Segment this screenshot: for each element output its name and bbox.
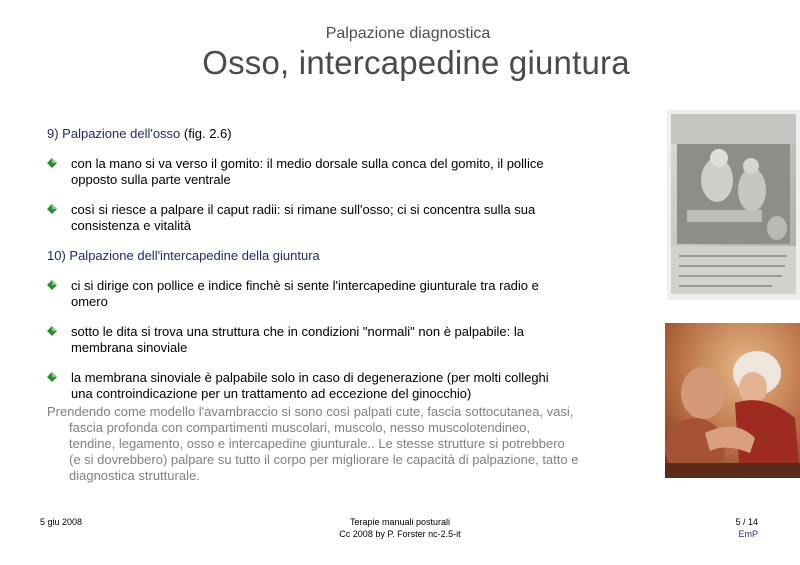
bullet-item	[47, 202, 557, 234]
bullet-text: la membrana sinoviale è palpabile solo in caso di degenerazione (per molti colleghi una controindicazione per un trattamento ad eccezione del ginocchio)	[71, 370, 549, 401]
green-diamond-bullet-icon	[47, 326, 57, 336]
bullet-item	[47, 156, 557, 188]
slide-subtitle: Palpazione diagnostica	[325, 25, 491, 42]
bullet-item	[47, 324, 557, 356]
bullet-item	[47, 370, 557, 402]
green-diamond-bullet-icon	[47, 158, 57, 168]
slide-content	[47, 126, 557, 402]
bullet-text: con la mano si va verso il gomito: il medio dorsale sulla conca del gomito, il pollice opposto sulla parte ventrale	[71, 156, 544, 187]
bullet-text: così si riesce a palpare il caput radii: si rimane sull'osso; ci si concentra sulla sua consistenza e vitalità	[71, 202, 536, 233]
footer-center	[300, 516, 500, 540]
section-heading-bone-label: 9) Palpazione dell'osso	[47, 126, 181, 141]
green-diamond-bullet-icon	[47, 372, 57, 382]
closing-paragraph: Prendendo come modello l'avambraccio si sono così palpati cute, fascia sottocutanea, vasi, fascia profonda con compartimenti muscolari, muscolo, nesso muscolotendineo, tendine, legamento, osso e intercapedine giunturale.. Le stesse strutture si potrebbero (e si dovrebbero) palpare su tutto il corpo per migliorare le capacità di palpazione, tatto e diagnostica strutturale.	[47, 404, 579, 483]
page-number: 5 / 14	[735, 517, 758, 527]
stone-relief-image	[667, 110, 800, 300]
bullet-text: ci si dirige con pollice e indice finchè si sente l'intercapedine giunturale tra radio e omero	[71, 278, 539, 309]
footer-course-title: Terapie manuali posturali	[349, 517, 451, 527]
painting-image	[665, 323, 800, 478]
footer-license: Cc 2008 by P. Forster nc-2.5-it	[339, 529, 461, 539]
footer-date: 5 giu 2008	[40, 517, 83, 527]
green-diamond-bullet-icon	[47, 280, 57, 290]
section-heading-bone	[47, 126, 557, 142]
figure-reference: (fig. 2.6)	[180, 126, 232, 141]
brand-link[interactable]: EmP	[738, 529, 758, 539]
green-diamond-bullet-icon	[47, 204, 57, 214]
bullet-item	[47, 278, 557, 310]
section-heading-joint: 10) Palpazione dell'intercapedine della giuntura	[47, 248, 320, 263]
slide-title: Osso, intercapedine giuntura	[202, 44, 630, 81]
footer-page	[700, 516, 758, 540]
bullet-text: sotto le dita si trova una struttura che in condizioni "normali" non è palpabile: la membrana sinoviale	[71, 324, 524, 355]
